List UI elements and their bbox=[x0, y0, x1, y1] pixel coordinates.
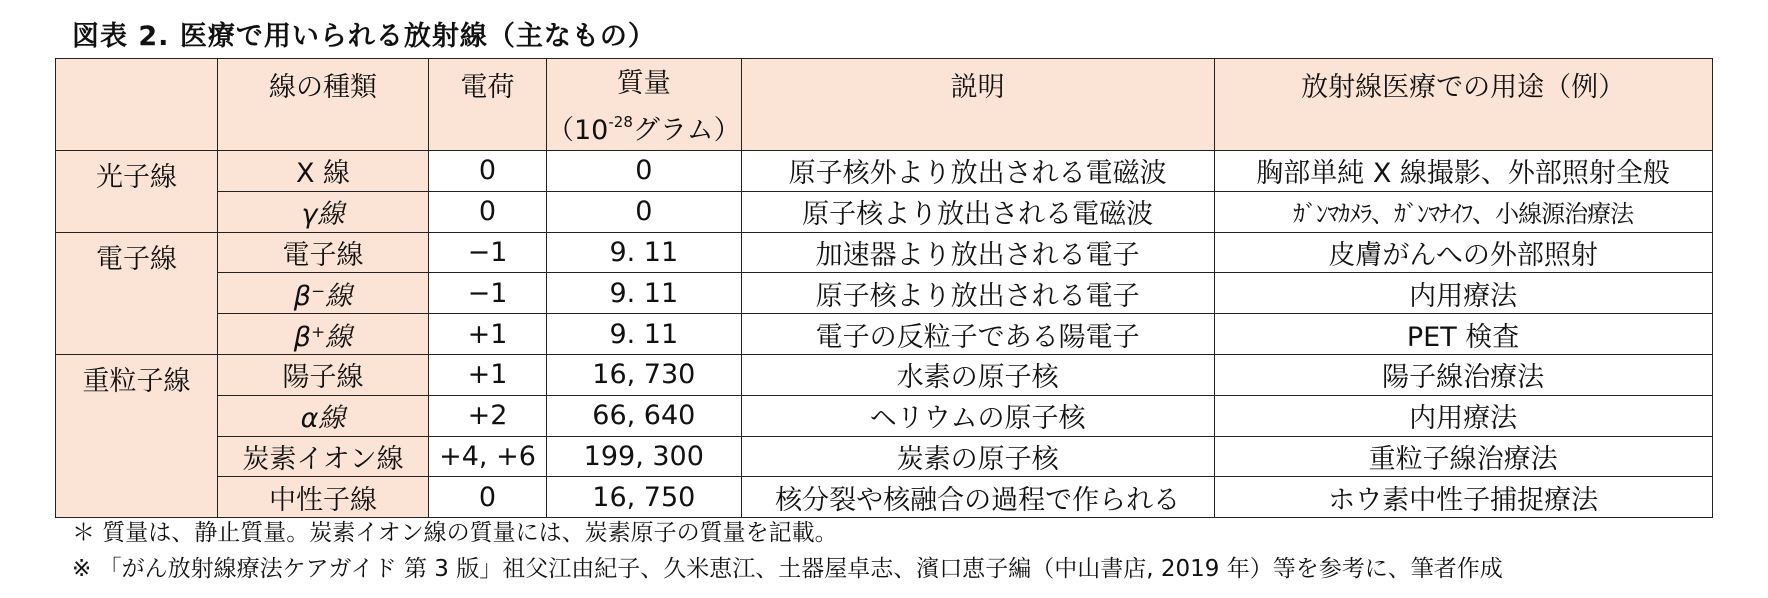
table-row bbox=[56, 151, 1713, 192]
header-mass-unit: グラム） bbox=[632, 115, 741, 146]
charge-cell: −1 bbox=[429, 232, 547, 273]
description-cell: 電子の反粒子である陽電子 bbox=[741, 314, 1214, 355]
table-row bbox=[56, 232, 1713, 273]
header-mass-line1: 質量 bbox=[616, 68, 671, 99]
table-row bbox=[56, 191, 1713, 232]
type-cell: 中性子線 bbox=[218, 477, 429, 518]
mass-cell: 16, 750 bbox=[547, 477, 742, 518]
charge-cell: 0 bbox=[429, 151, 547, 192]
usage-cell: PET 検査 bbox=[1214, 314, 1712, 355]
table-row bbox=[56, 436, 1713, 477]
usage-cell: 内用療法 bbox=[1214, 395, 1712, 436]
category-photon: 光子線 bbox=[56, 151, 218, 233]
usage-cell: ｶﾞﾝﾏｶﾒﾗ、ｶﾞﾝﾏﾅｲﾌ、小線源治療法 bbox=[1214, 191, 1712, 232]
description-cell: 原子核外より放出される電磁波 bbox=[741, 151, 1214, 192]
header-charge: 電荷 bbox=[429, 59, 547, 151]
charge-cell: +4, +6 bbox=[429, 436, 547, 477]
table-row bbox=[56, 314, 1713, 355]
header-description: 説明 bbox=[741, 59, 1214, 151]
charge-cell: 0 bbox=[429, 477, 547, 518]
mass-cell: 9. 11 bbox=[547, 273, 742, 314]
description-cell: 加速器より放出される電子 bbox=[741, 232, 1214, 273]
description-cell: 核分裂や核融合の過程で作られる bbox=[741, 477, 1214, 518]
type-cell: β⁺線 bbox=[218, 314, 429, 355]
type-cell: 電子線 bbox=[218, 232, 429, 273]
footnote-mass: ＊ 質量は、静止質量。炭素イオン線の質量には、炭素原子の質量を記載。 bbox=[72, 520, 838, 546]
mass-cell: 9. 11 bbox=[547, 232, 742, 273]
mass-cell: 16, 730 bbox=[547, 354, 742, 395]
mass-cell: 199, 300 bbox=[547, 436, 742, 477]
charge-cell: +1 bbox=[429, 314, 547, 355]
radiation-table bbox=[55, 58, 1713, 518]
charge-cell: −1 bbox=[429, 273, 547, 314]
type-cell: X 線 bbox=[218, 151, 429, 192]
usage-cell: 胸部単純 X 線撮影、外部照射全般 bbox=[1214, 151, 1712, 192]
description-cell: 炭素の原子核 bbox=[741, 436, 1214, 477]
description-cell: 原子核より放出される電子 bbox=[741, 273, 1214, 314]
type-cell: α線 bbox=[218, 395, 429, 436]
header-mass-exponent: -28 bbox=[608, 113, 633, 131]
description-cell: ヘリウムの原子核 bbox=[741, 395, 1214, 436]
usage-cell: 重粒子線治療法 bbox=[1214, 436, 1712, 477]
category-heavy-particle: 重粒子線 bbox=[56, 354, 218, 517]
type-cell: β⁻線 bbox=[218, 273, 429, 314]
table-header-row bbox=[56, 59, 1713, 151]
type-cell: 陽子線 bbox=[218, 354, 429, 395]
type-cell: γ線 bbox=[218, 191, 429, 232]
figure-title: 図表 2. 医療で用いられる放射線（主なもの） bbox=[72, 21, 656, 52]
category-electron: 電子線 bbox=[56, 232, 218, 354]
header-category bbox=[56, 59, 218, 151]
table-row bbox=[56, 354, 1713, 395]
type-cell: 炭素イオン線 bbox=[218, 436, 429, 477]
usage-cell: 皮膚がんへの外部照射 bbox=[1214, 232, 1712, 273]
table-row bbox=[56, 395, 1713, 436]
charge-cell: +2 bbox=[429, 395, 547, 436]
usage-cell: 内用療法 bbox=[1214, 273, 1712, 314]
description-cell: 水素の原子核 bbox=[741, 354, 1214, 395]
mass-cell: 66, 640 bbox=[547, 395, 742, 436]
mass-cell: 9. 11 bbox=[547, 314, 742, 355]
table-row bbox=[56, 273, 1713, 314]
header-usage: 放射線医療での用途（例） bbox=[1214, 59, 1712, 151]
mass-cell: 0 bbox=[547, 151, 742, 192]
charge-cell: +1 bbox=[429, 354, 547, 395]
header-mass bbox=[547, 59, 742, 151]
header-mass-prefix: （10 bbox=[547, 115, 609, 146]
usage-cell: ホウ素中性子捕捉療法 bbox=[1214, 477, 1712, 518]
usage-cell: 陽子線治療法 bbox=[1214, 354, 1712, 395]
mass-cell: 0 bbox=[547, 191, 742, 232]
charge-cell: 0 bbox=[429, 191, 547, 232]
footnote-source: ※ 「がん放射線療法ケアガイド 第 3 版」祖父江由紀子、久米恵江、土器屋卓志、濱口恵子編（中山書店, 2019 年）等を参考に、筆者作成 bbox=[72, 556, 1503, 582]
table-row bbox=[56, 477, 1713, 518]
description-cell: 原子核より放出される電磁波 bbox=[741, 191, 1214, 232]
header-type: 線の種類 bbox=[218, 59, 429, 151]
